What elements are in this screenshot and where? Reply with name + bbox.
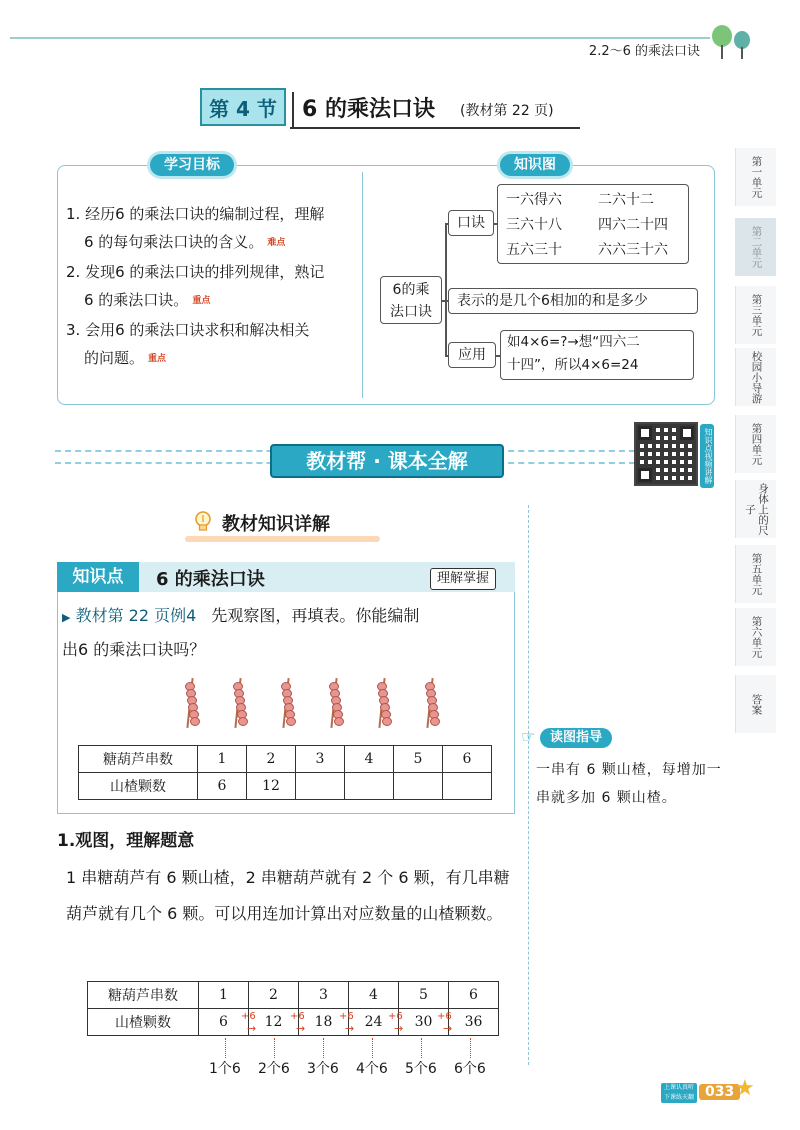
section-badge: 第 4 节 <box>200 88 286 126</box>
dotted-connector <box>470 1038 471 1058</box>
table-row <box>88 982 499 1009</box>
textbook-help-banner: 教材帮 · 课本全解 <box>270 444 504 478</box>
column-divider <box>528 505 530 1065</box>
rhyme: 二六十二 <box>598 192 654 208</box>
arrow-icon: → <box>345 1022 355 1035</box>
count-label: 5个6 <box>405 1061 437 1077</box>
table-cell: 5 <box>399 982 449 1009</box>
step-title: 1.观图，理解题意 <box>57 831 195 851</box>
step-explanation: 1 串糖葫芦有 6 颗山楂，2 串糖葫芦就有 2 个 6 颗，有几串糖葫芦就有几个 6 颗。可以用连加计算出对应数量的山楂颗数。 <box>66 868 510 923</box>
table-cell: 24 <box>349 1009 399 1036</box>
reading-guide-text: 一串有 6 颗山楂，每增加一串就多加 6 颗山楂。 <box>536 762 722 806</box>
table-cell: 6 <box>443 746 492 773</box>
table-cell: 30 <box>399 1009 449 1036</box>
map-root-node <box>380 276 442 324</box>
key-point-flag: 重点 <box>192 295 211 306</box>
side-tab[interactable]: 答案 <box>735 675 776 733</box>
goal-text: 的问题。 <box>84 349 145 367</box>
hawthorn-ball <box>430 717 440 726</box>
plus-six-arrow: +6 <box>290 1011 305 1022</box>
goal-item-1 <box>66 200 356 257</box>
reading-guide-tag: 读图指导 <box>540 728 612 748</box>
goal-text: 6 的乘法口诀。 <box>84 291 189 309</box>
table-row-header: 糖葫芦串数 <box>79 746 198 773</box>
table-cell: 3 <box>296 746 345 773</box>
knowledge-point-tag: 知识点 <box>57 562 139 592</box>
detail-heading: 教材知识详解 <box>222 514 330 535</box>
section-title: 6 的乘法口诀 <box>302 97 435 122</box>
table-row <box>79 773 492 800</box>
table-cell: 1 <box>198 746 247 773</box>
map-meaning-node: 表示的是几个6相加的和是多少 <box>448 288 698 314</box>
fill-in-table <box>78 745 492 800</box>
learning-goals-tab: 学习目标 <box>150 154 234 176</box>
map-branch-application: 应用 <box>448 342 496 368</box>
table-row <box>79 746 492 773</box>
table-row-header: 山楂颗数 <box>88 1009 199 1036</box>
table-cell[interactable] <box>296 773 345 800</box>
hawthorn-ball <box>238 717 248 726</box>
header-rule <box>10 37 710 39</box>
rhyme: 三六十八 <box>506 217 562 233</box>
solution-table <box>87 981 499 1036</box>
key-point-flag: 重点 <box>148 353 167 364</box>
question-text: 先观察图，再填表。你能编制 <box>211 606 420 625</box>
rhyme: 四六二十四 <box>598 217 668 233</box>
plus-six-arrow: +6 <box>388 1011 403 1022</box>
goal-text: 1. 经历6 的乘法口诀的编制过程，理解 <box>66 205 325 223</box>
table-cell: 36 <box>449 1009 499 1036</box>
count-label: 2个6 <box>258 1061 290 1077</box>
table-cell: 3 <box>299 982 349 1009</box>
tree-icon <box>712 25 752 61</box>
table-cell: 18 <box>299 1009 349 1036</box>
qr-video-label: 知识点视频讲解 <box>700 424 714 488</box>
map-branch-rhymes: 口诀 <box>448 210 494 236</box>
page-number: 033 <box>699 1084 740 1100</box>
table-cell: 6 <box>199 1009 249 1036</box>
section-title-divider <box>292 92 294 128</box>
triangle-bullet-icon: ▶ <box>62 611 71 624</box>
arrow-icon: → <box>443 1022 453 1035</box>
dotted-connector <box>274 1038 275 1058</box>
rhyme: 五六三十 <box>506 242 562 258</box>
arrow-icon: → <box>394 1022 404 1035</box>
goal-item-3 <box>66 316 356 373</box>
pointing-hand-icon: ☞ <box>521 727 536 746</box>
table-cell: 12 <box>247 773 296 800</box>
qr-code[interactable] <box>634 422 698 486</box>
difficulty-flag: 难点 <box>267 237 286 248</box>
question-text: 出6 的乘法口诀吗？ <box>62 640 206 659</box>
dotted-connector <box>372 1038 373 1058</box>
table-cell: 12 <box>249 1009 299 1036</box>
rhyme: 一六得六 <box>506 192 562 208</box>
map-example-line1: 如4×6=?→想“四六二 <box>507 334 640 350</box>
example-question-line1 <box>62 600 512 634</box>
plus-six-arrow: +6 <box>339 1011 354 1022</box>
table-cell[interactable] <box>394 773 443 800</box>
table-cell: 4 <box>349 982 399 1009</box>
light-bulb-icon <box>192 509 214 535</box>
side-tab[interactable]: 第六单元 <box>735 608 776 666</box>
table-cell: 5 <box>394 746 443 773</box>
table-row-header: 山楂颗数 <box>79 773 198 800</box>
table-cell[interactable] <box>443 773 492 800</box>
footer-slogan: 上课认真听 下课练天翻 <box>661 1083 697 1103</box>
hawthorn-ball <box>334 717 344 726</box>
dotted-connector <box>323 1038 324 1058</box>
table-cell: 4 <box>345 746 394 773</box>
panel-divider <box>362 172 363 398</box>
star-mascot-icon: ★ <box>735 1076 755 1101</box>
table-cell: 6 <box>449 982 499 1009</box>
dotted-connector <box>421 1038 422 1058</box>
count-label: 6个6 <box>454 1061 486 1077</box>
hawthorn-ball <box>286 717 296 726</box>
count-label: 4个6 <box>356 1061 388 1077</box>
hawthorn-ball <box>382 717 392 726</box>
side-tab[interactable]: 第三单元 <box>735 286 776 344</box>
table-cell: 2 <box>249 982 299 1009</box>
knowledge-map-tab: 知识图 <box>500 154 570 176</box>
goal-text: 2. 发现6 的乘法口诀的排列规律，熟记 <box>66 263 325 281</box>
section-textbook-ref: (教材第 22 页) <box>460 103 554 119</box>
rhyme: 六六三十六 <box>598 242 668 258</box>
table-row-header: 糖葫芦串数 <box>88 982 199 1009</box>
table-cell: 2 <box>247 746 296 773</box>
map-root-line1: 6的乘 <box>392 282 430 298</box>
map-example-line2: 十四”，所以4×6=24 <box>507 357 639 373</box>
map-root-line2: 法口诀 <box>390 304 432 320</box>
side-tab[interactable]: 第五单元 <box>735 545 776 603</box>
map-example-box <box>500 330 694 380</box>
section-title-underline <box>290 127 580 129</box>
table-cell: 1 <box>199 982 249 1009</box>
goal-text: 3. 会用6 的乘法口诀求积和解决相关 <box>66 321 310 339</box>
hawthorn-ball <box>190 717 200 726</box>
count-label: 3个6 <box>307 1061 339 1077</box>
mastery-level-badge: 理解掌握 <box>430 568 496 590</box>
side-tab[interactable]: 第二单元 <box>735 218 776 276</box>
count-label: 1个6 <box>209 1061 241 1077</box>
table-cell[interactable] <box>345 773 394 800</box>
side-tab[interactable]: 第一单元 <box>735 148 776 206</box>
goal-text: 6 的每句乘法口诀的含义。 <box>84 233 264 251</box>
map-rhymes-box <box>497 184 689 264</box>
side-tab[interactable]: 校园小导游 <box>735 348 776 406</box>
arrow-icon: → <box>296 1022 306 1035</box>
arrow-icon: → <box>247 1022 257 1035</box>
side-tab[interactable]: 身体上的尺子 <box>735 480 776 538</box>
side-tab[interactable]: 第四单元 <box>735 415 776 473</box>
goal-item-2 <box>66 258 356 315</box>
plus-six-arrow: +6 <box>437 1011 452 1022</box>
example-ref: 教材第 22 页例4 <box>75 606 197 625</box>
dotted-connector <box>225 1038 226 1058</box>
plus-six-arrow: +6 <box>241 1011 256 1022</box>
table-cell: 6 <box>198 773 247 800</box>
chapter-title: 2.2～6 的乘法口诀 <box>588 44 700 59</box>
knowledge-point-title: 6 的乘法口诀 <box>156 569 265 590</box>
map-connector <box>445 223 447 355</box>
heading-highlight <box>185 536 380 542</box>
